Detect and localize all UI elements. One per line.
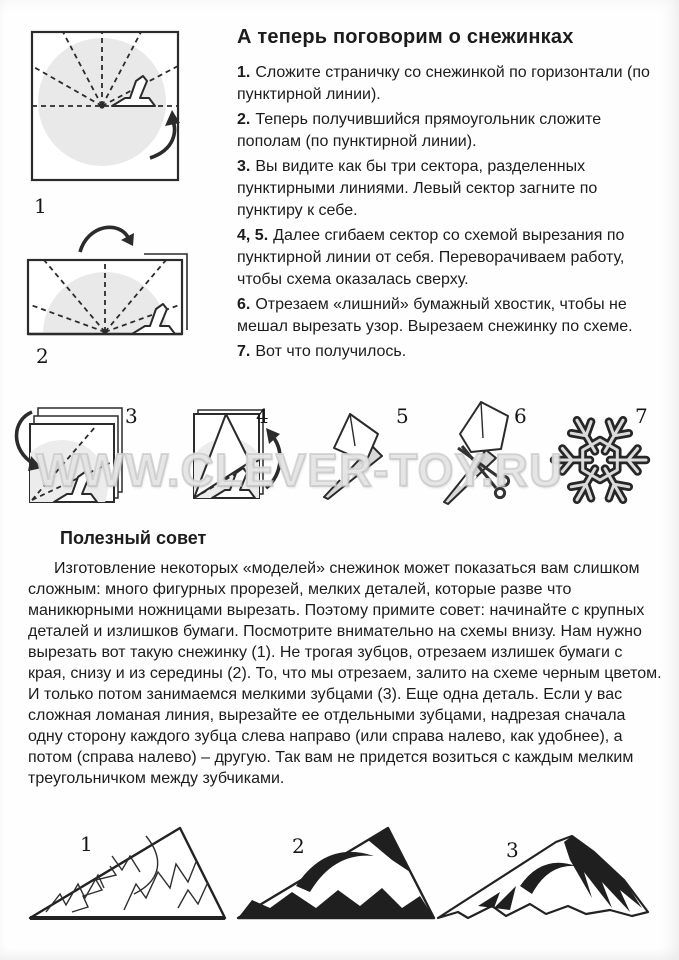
figure-7-label: 7 bbox=[635, 404, 648, 428]
instruction-number: 1. bbox=[237, 64, 251, 81]
instruction-text: Вот что получилось. bbox=[255, 343, 407, 360]
instruction-number: 3. bbox=[237, 158, 251, 175]
figure-2-label: 2 bbox=[36, 344, 49, 368]
figure-5-label: 5 bbox=[396, 404, 409, 428]
snowflake-scheme-3 bbox=[434, 824, 659, 924]
fold-step-6-diagram bbox=[436, 394, 548, 512]
fold-step-5-diagram bbox=[314, 398, 409, 510]
instruction-item bbox=[237, 156, 663, 222]
figure-3-label: 3 bbox=[125, 404, 138, 428]
instruction-text: Далее сгибаем сектор со схемой вырезания по пунктирной линии от себя. Переворачиваем работу, чтобы схема оказалась сверху. bbox=[237, 227, 625, 288]
fold-step-2-diagram bbox=[24, 218, 199, 340]
instruction-text: Отрезаем «лишний» бумажный хвостик, чтобы не мешал вырезать узор. Вырезаем снежинку по схеме. bbox=[237, 296, 633, 335]
scheme-1-label: 1 bbox=[80, 832, 93, 856]
page-title: А теперь поговорим о снежинках bbox=[237, 26, 574, 48]
snowflake-scheme-2 bbox=[234, 820, 439, 922]
fold-step-4-diagram bbox=[182, 402, 288, 504]
tip-paragraph: Изготовление некоторых «моделей» снежинок может показаться вам слишком сложным: много фигурных прорезей, мелких деталей, которые разве что маникюрными ножницами вырезать. Поэтому примите совет: начинайте с крупных деталей и излишков бумаги. Посмотрите внимательно на схемы внизу. Нам нужно вырезать вот такую снежинку (1). Не трогая зубцов, отрезаем излишек бумаги с края, снизу и из середины (2). То, что мы отрезаем, залито на схеме черным цветом. И только потом занимаемся мелкими зубцами (3). Еще одна деталь. Если у вас сложная ломаная линия, вырезайте ее отдельными зубцами, надрезая сначала одну сторону каждого зубца слева направо (или справа налево, как удобнее), а потом (справа налево) – другую. Так вам не придется возиться с каждым мелким треугольничком между зубчиками. bbox=[28, 560, 662, 787]
instruction-item bbox=[237, 294, 663, 338]
fold-step-3-diagram bbox=[12, 402, 124, 506]
instruction-text: Теперь получившийся прямоугольник сложите пополам (по пунктирной линии). bbox=[237, 111, 602, 150]
scheme-2-label: 2 bbox=[292, 834, 305, 858]
folded-packet bbox=[460, 402, 508, 452]
fold-over-arrow-icon bbox=[80, 227, 134, 252]
instruction-item bbox=[237, 225, 663, 291]
instructions-list bbox=[237, 62, 663, 363]
instructions-column bbox=[237, 26, 663, 366]
figure-4-label: 4 bbox=[256, 404, 269, 428]
instruction-number: 4, 5. bbox=[237, 227, 269, 244]
instruction-number: 2. bbox=[237, 111, 251, 128]
fold-away-arrow-icon bbox=[266, 428, 280, 488]
snowflake-scheme-1 bbox=[28, 820, 228, 922]
site-watermark: WWW.CLEVER-TOY.RU bbox=[36, 444, 564, 496]
instruction-text: Сложите страничку со снежинкой по горизонтали (по пунктирной линии). bbox=[237, 64, 650, 103]
instruction-item bbox=[237, 341, 663, 363]
instruction-text: Вы видите как бы три сектора, разделенных пунктирными линиями. Левый сектор загните по пунктиру к себе. bbox=[237, 158, 598, 219]
fold-step-1-diagram bbox=[26, 28, 191, 193]
instruction-item bbox=[237, 109, 663, 153]
scheme-3-label: 3 bbox=[506, 838, 519, 862]
instruction-item bbox=[237, 62, 663, 106]
instruction-number: 7. bbox=[237, 343, 251, 360]
figure-6-label: 6 bbox=[514, 404, 527, 428]
figure-1-label: 1 bbox=[34, 194, 47, 218]
tip-heading: Полезный совет bbox=[60, 528, 207, 548]
instruction-number: 6. bbox=[237, 296, 251, 313]
